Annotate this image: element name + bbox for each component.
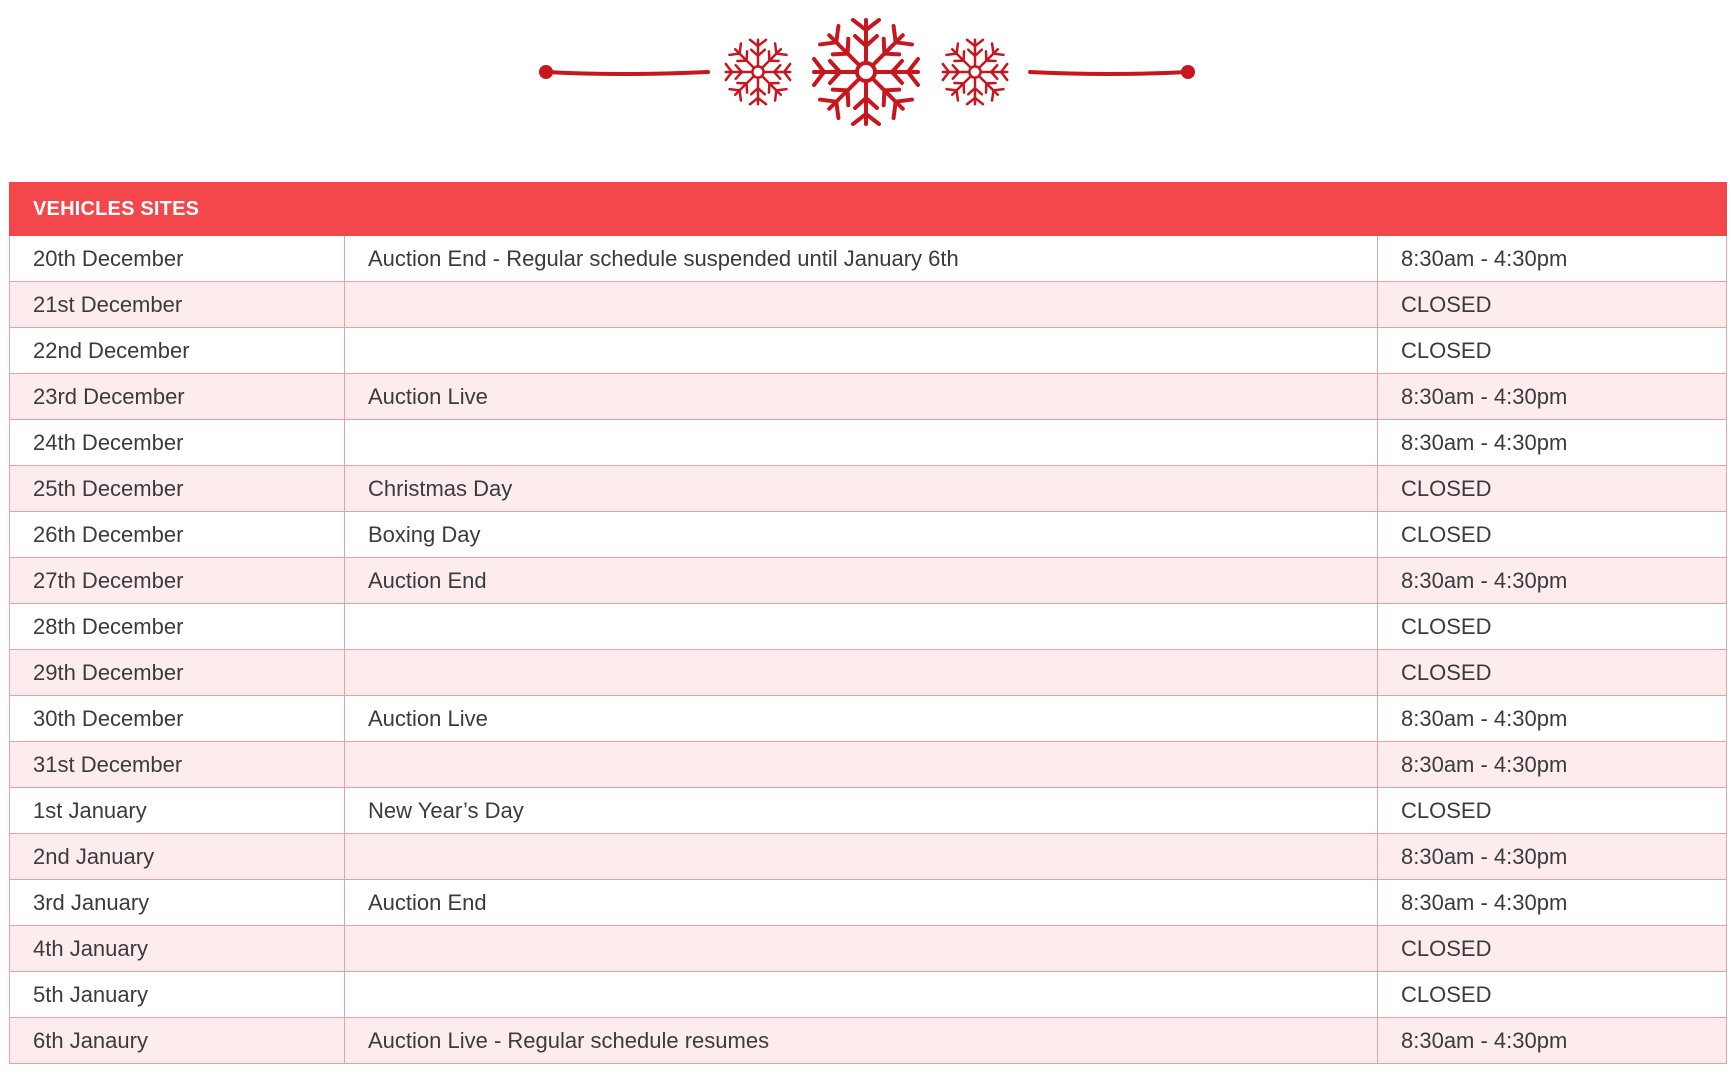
table-row: [10, 650, 1727, 696]
date-cell: 24th December: [10, 420, 345, 466]
date-cell: 27th December: [10, 558, 345, 604]
hours-cell: 8:30am - 4:30pm: [1378, 1018, 1727, 1064]
date-cell: 25th December: [10, 466, 345, 512]
event-cell: [345, 742, 1378, 788]
event-cell: [345, 972, 1378, 1018]
event-cell: Auction Live: [345, 696, 1378, 742]
table-row: [10, 236, 1727, 282]
snowflake-divider: [0, 0, 1732, 150]
hours-cell: CLOSED: [1378, 282, 1727, 328]
table-row: [10, 972, 1727, 1018]
date-cell: 30th December: [10, 696, 345, 742]
right-swash-line: [1030, 72, 1188, 74]
event-cell: [345, 926, 1378, 972]
table-body: [10, 236, 1727, 1064]
hours-cell: CLOSED: [1378, 466, 1727, 512]
hours-cell: CLOSED: [1378, 604, 1727, 650]
table-row: [10, 742, 1727, 788]
date-cell: 2nd January: [10, 834, 345, 880]
hours-cell: 8:30am - 4:30pm: [1378, 236, 1727, 282]
table-row: [10, 558, 1727, 604]
schedule-table: [9, 182, 1727, 1064]
holiday-schedule: [9, 182, 1726, 1064]
hours-cell: CLOSED: [1378, 650, 1727, 696]
event-cell: Auction End - Regular schedule suspended until January 6th: [345, 236, 1378, 282]
table-row: [10, 466, 1727, 512]
event-cell: New Year’s Day: [345, 788, 1378, 834]
date-cell: 20th December: [10, 236, 345, 282]
event-cell: Auction Live - Regular schedule resumes: [345, 1018, 1378, 1064]
date-cell: 26th December: [10, 512, 345, 558]
event-cell: [345, 650, 1378, 696]
table-row: [10, 604, 1727, 650]
table-header: VEHICLES SITES: [10, 183, 1727, 236]
hours-cell: 8:30am - 4:30pm: [1378, 558, 1727, 604]
hours-cell: CLOSED: [1378, 512, 1727, 558]
date-cell: 4th January: [10, 926, 345, 972]
snowflake-icon: [726, 40, 790, 104]
table-row: [10, 328, 1727, 374]
hours-cell: CLOSED: [1378, 328, 1727, 374]
event-cell: Auction End: [345, 880, 1378, 926]
event-cell: [345, 420, 1378, 466]
date-cell: 21st December: [10, 282, 345, 328]
date-cell: 5th January: [10, 972, 345, 1018]
table-header-row: [10, 183, 1727, 236]
hours-cell: CLOSED: [1378, 972, 1727, 1018]
event-cell: Boxing Day: [345, 512, 1378, 558]
event-cell: [345, 328, 1378, 374]
hours-cell: 8:30am - 4:30pm: [1378, 420, 1727, 466]
hours-cell: 8:30am - 4:30pm: [1378, 696, 1727, 742]
event-cell: [345, 282, 1378, 328]
date-cell: 1st January: [10, 788, 345, 834]
table-row: [10, 1018, 1727, 1064]
date-cell: 29th December: [10, 650, 345, 696]
hours-cell: 8:30am - 4:30pm: [1378, 834, 1727, 880]
table-row: [10, 788, 1727, 834]
date-cell: 28th December: [10, 604, 345, 650]
hours-cell: 8:30am - 4:30pm: [1378, 880, 1727, 926]
event-cell: [345, 604, 1378, 650]
table-row: [10, 282, 1727, 328]
date-cell: 3rd January: [10, 880, 345, 926]
table-row: [10, 834, 1727, 880]
table-row: [10, 926, 1727, 972]
snowflake-icon: [814, 20, 918, 124]
hours-cell: 8:30am - 4:30pm: [1378, 374, 1727, 420]
left-swash-line: [546, 72, 708, 74]
event-cell: [345, 834, 1378, 880]
event-cell: Auction Live: [345, 374, 1378, 420]
table-row: [10, 512, 1727, 558]
date-cell: 23rd December: [10, 374, 345, 420]
date-cell: 22nd December: [10, 328, 345, 374]
right-endpoint-dot: [1181, 65, 1195, 79]
event-cell: Auction End: [345, 558, 1378, 604]
table-row: [10, 420, 1727, 466]
snowflake-icon: [943, 40, 1007, 104]
hours-cell: CLOSED: [1378, 788, 1727, 834]
table-row: [10, 696, 1727, 742]
hours-cell: CLOSED: [1378, 926, 1727, 972]
date-cell: 6th Janaury: [10, 1018, 345, 1064]
date-cell: 31st December: [10, 742, 345, 788]
event-cell: Christmas Day: [345, 466, 1378, 512]
table-row: [10, 880, 1727, 926]
table-row: [10, 374, 1727, 420]
hours-cell: 8:30am - 4:30pm: [1378, 742, 1727, 788]
